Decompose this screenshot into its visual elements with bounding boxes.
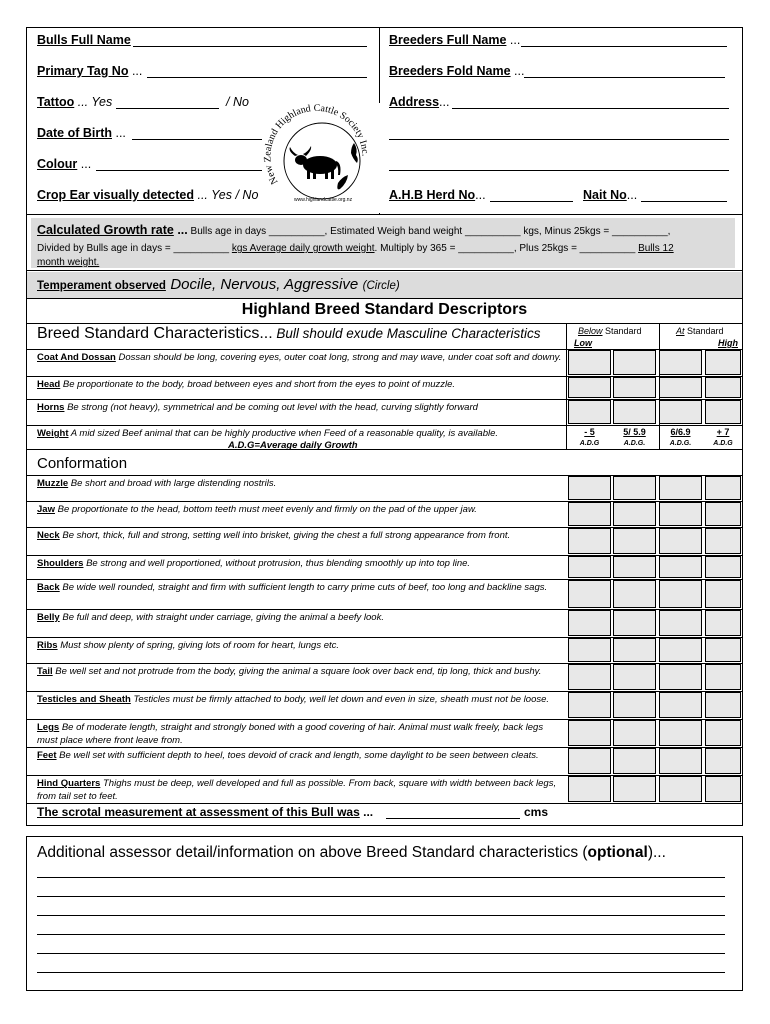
rating-checkbox[interactable] bbox=[705, 502, 741, 526]
breed-standard-heading: Breed Standard Characteristics... Bull should exude Masculine Characteristics bbox=[37, 325, 541, 342]
svg-text:New Zealand Highland Cattle So: New Zealand Highland Cattle Society Inc. bbox=[262, 103, 371, 187]
rating-checkbox[interactable] bbox=[705, 528, 741, 554]
rating-checkbox[interactable] bbox=[659, 692, 702, 718]
characteristic-row: Tail Be well set and not protrude from the body, giving the animal a square look over back end, tip long, thick and bushy. bbox=[37, 666, 542, 677]
rating-checkbox[interactable] bbox=[705, 476, 741, 500]
rating-checkbox[interactable] bbox=[705, 556, 741, 578]
rating-checkbox[interactable] bbox=[613, 502, 656, 526]
additional-line[interactable] bbox=[37, 877, 725, 878]
characteristic-row: Belly Be full and deep, with straight under carriage, giving the animal a beefy look. bbox=[37, 612, 384, 623]
rating-checkbox[interactable] bbox=[568, 692, 611, 718]
rating-checkbox[interactable] bbox=[568, 748, 611, 774]
rating-checkbox[interactable] bbox=[613, 664, 656, 690]
rating-checkbox[interactable] bbox=[613, 476, 656, 500]
rating-checkbox[interactable] bbox=[613, 377, 656, 398]
rating-checkbox[interactable] bbox=[613, 400, 656, 424]
characteristic-row: Muzzle Be short and broad with large distending nostrils. bbox=[37, 478, 277, 489]
additional-line[interactable] bbox=[37, 934, 725, 935]
rating-checkbox[interactable] bbox=[705, 377, 741, 398]
rating-checkbox[interactable] bbox=[568, 377, 611, 398]
ahb-herd-no-field[interactable]: A.H.B Herd No... bbox=[389, 188, 486, 202]
rating-checkbox[interactable] bbox=[568, 610, 611, 636]
rating-checkbox[interactable] bbox=[705, 580, 741, 608]
breeders-full-name-field[interactable]: Breeders Full Name ... bbox=[389, 33, 521, 47]
characteristic-row: Testicles and Sheath Testicles must be firmly attached to body, well let down and even in size, sheath must not be loose. bbox=[37, 694, 550, 705]
rating-checkbox[interactable] bbox=[613, 638, 656, 662]
additional-line[interactable] bbox=[37, 972, 725, 973]
rating-checkbox[interactable] bbox=[613, 350, 656, 375]
rating-checkbox[interactable] bbox=[568, 580, 611, 608]
rating-checkbox[interactable] bbox=[613, 528, 656, 554]
conformation-title: Conformation bbox=[37, 455, 128, 472]
rating-checkbox[interactable] bbox=[659, 476, 702, 500]
rating-checkbox[interactable] bbox=[659, 377, 702, 398]
rating-checkbox[interactable] bbox=[705, 748, 741, 774]
adg-note: A.D.G=Average daily Growth bbox=[228, 440, 358, 451]
rating-checkbox[interactable] bbox=[705, 610, 741, 636]
date-of-birth-field[interactable]: Date of Birth ... bbox=[37, 126, 126, 140]
rating-checkbox[interactable] bbox=[568, 638, 611, 662]
additional-info-heading: Additional assessor detail/information on above Breed Standard characteristics (optional)... bbox=[37, 844, 666, 861]
rating-checkbox[interactable] bbox=[705, 776, 741, 802]
colour-field[interactable]: Colour ... bbox=[37, 157, 92, 171]
rating-checkbox[interactable] bbox=[659, 776, 702, 802]
rating-checkbox[interactable] bbox=[705, 664, 741, 690]
rating-checkbox[interactable] bbox=[659, 400, 702, 424]
adg-scale-option[interactable]: 6/6.9 A.D.G. bbox=[669, 427, 692, 447]
breeders-fold-name-field[interactable]: Breeders Fold Name ... bbox=[389, 64, 525, 78]
cow-icon bbox=[290, 146, 341, 179]
rating-checkbox[interactable] bbox=[568, 400, 611, 424]
additional-line[interactable] bbox=[37, 953, 725, 954]
rating-checkbox[interactable] bbox=[659, 528, 702, 554]
rating-checkbox[interactable] bbox=[659, 556, 702, 578]
growth-rate-text: Calculated Growth rate ... Bulls age in days __________, Estimated Weigh band weight __________ kgs, Minus 25kgs = __________, Divided by Bulls age in days = __________ kgs Average daily growth weight. Multiply by 365 = __________, Plus 25kgs = __________ Bulls 12 month weight. bbox=[37, 223, 674, 268]
rating-checkbox[interactable] bbox=[705, 638, 741, 662]
tattoo-field[interactable]: Tattoo ... Yes bbox=[37, 95, 113, 109]
rating-checkbox[interactable] bbox=[659, 720, 702, 746]
characteristic-row: Neck Be short, thick, full and strong, setting well into brisket, giving the chest a full strong appearance from front. bbox=[37, 530, 511, 541]
rating-checkbox[interactable] bbox=[659, 610, 702, 636]
at-standard-header: At Standard High bbox=[676, 326, 738, 348]
tattoo-no: / No bbox=[226, 95, 249, 109]
rating-checkbox[interactable] bbox=[659, 748, 702, 774]
rating-checkbox[interactable] bbox=[568, 502, 611, 526]
characteristic-row: Legs Be of moderate length, straight and strongly boned with a good covering of hair. Animal must walk freely, back legs must place where front leave from. bbox=[37, 722, 544, 746]
rating-checkbox[interactable] bbox=[705, 350, 741, 375]
rating-checkbox[interactable] bbox=[659, 580, 702, 608]
bulls-full-name-field[interactable]: Bulls Full Name bbox=[37, 33, 131, 47]
adg-scale-option[interactable]: 5/ 5.9 A.D.G. bbox=[623, 427, 646, 447]
rating-checkbox[interactable] bbox=[613, 580, 656, 608]
rating-checkbox[interactable] bbox=[568, 476, 611, 500]
descriptors-title: Highland Breed Standard Descriptors bbox=[241, 301, 528, 318]
rating-checkbox[interactable] bbox=[613, 610, 656, 636]
rating-checkbox[interactable] bbox=[659, 502, 702, 526]
rating-checkbox[interactable] bbox=[613, 556, 656, 578]
rating-checkbox[interactable] bbox=[568, 664, 611, 690]
rating-checkbox[interactable] bbox=[613, 748, 656, 774]
adg-scale-option[interactable]: + 7 A.D.G bbox=[713, 427, 733, 447]
additional-line[interactable] bbox=[37, 896, 725, 897]
rating-checkbox[interactable] bbox=[568, 720, 611, 746]
crop-ear-field[interactable]: Crop Ear visually detected ... Yes / No bbox=[37, 188, 259, 202]
society-logo bbox=[262, 103, 382, 213]
rating-checkbox[interactable] bbox=[568, 556, 611, 578]
rating-checkbox[interactable] bbox=[705, 692, 741, 718]
rating-checkbox[interactable] bbox=[568, 528, 611, 554]
rating-checkbox[interactable] bbox=[568, 350, 611, 375]
rating-checkbox[interactable] bbox=[705, 400, 741, 424]
rating-checkbox[interactable] bbox=[705, 720, 741, 746]
characteristic-row: Horns Be strong (not heavy), symmetrical and be coming out level with the head, curving slightly forward bbox=[37, 402, 478, 413]
scrotal-measurement-field[interactable]: The scrotal measurement at assessment of this Bull was ... bbox=[37, 805, 374, 819]
rating-checkbox[interactable] bbox=[613, 776, 656, 802]
adg-scale-option[interactable]: - 5 A.D.G bbox=[579, 427, 600, 447]
svg-text:www.highlandcattle.org.nz: www.highlandcattle.org.nz bbox=[294, 197, 353, 203]
characteristic-row: Feet Be well set with sufficient depth to heel, toes devoid of crack and length, some daylight to be seen between cleats. bbox=[37, 750, 539, 761]
rating-checkbox[interactable] bbox=[568, 776, 611, 802]
characteristic-row: Hind Quarters Thighs must be deep, well developed and full as possible. From back, square with width between back legs, from tail set to feet. bbox=[37, 778, 557, 802]
scrotal-unit: cms bbox=[524, 805, 549, 819]
rating-checkbox[interactable] bbox=[613, 720, 656, 746]
characteristic-row: Back Be wide well rounded, straight and firm with sufficient length to carry prime cuts of beef, too long and backline sags. bbox=[37, 582, 548, 593]
characteristic-row: Jaw Be proportionate to the head, bottom teeth must meet evenly and firmly on the pad of the upper jaw. bbox=[37, 504, 477, 515]
characteristic-row: Shoulders Be strong and well proportioned, without protrusion, thus blending smoothly up into top line. bbox=[37, 558, 471, 569]
nait-no-field[interactable]: Nait No... bbox=[583, 188, 638, 202]
characteristic-row: Ribs Must show plenty of spring, giving lots of room for heart, lungs etc. bbox=[37, 640, 340, 651]
rating-checkbox[interactable] bbox=[613, 692, 656, 718]
below-standard-header: Below Standard Low bbox=[574, 326, 642, 348]
weight-row: Weight A mid sized Beef animal that can be highly productive when Feed of a reasonable quality, is available. bbox=[37, 428, 499, 439]
characteristic-row: Coat And Dossan Dossan should be long, covering eyes, outer coat long, strong and may wave, under coat soft and downy. bbox=[37, 352, 562, 363]
rating-checkbox[interactable] bbox=[659, 638, 702, 662]
temperament-row[interactable]: Temperament observed Docile, Nervous, Aggressive (Circle) bbox=[37, 276, 400, 293]
primary-tag-field[interactable]: Primary Tag No ... bbox=[37, 64, 143, 78]
address-field[interactable]: Address... bbox=[389, 95, 450, 109]
additional-line[interactable] bbox=[37, 915, 725, 916]
characteristic-row: Head Be proportionate to the body, broad between eyes and short from the eyes to point of muzzle. bbox=[37, 379, 456, 390]
rating-checkbox[interactable] bbox=[659, 664, 702, 690]
rating-checkbox[interactable] bbox=[659, 350, 702, 375]
